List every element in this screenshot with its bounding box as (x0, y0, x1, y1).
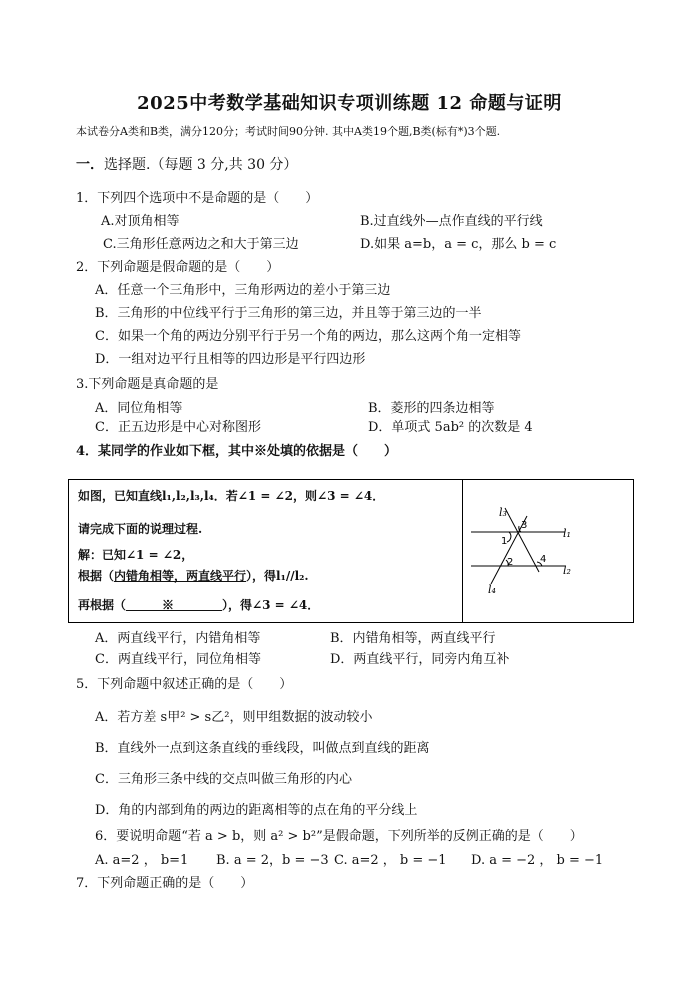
q5-option-c: C．三角形三条中线的交点叫做三角形的内心 (95, 772, 352, 787)
reason1-underlined: 内错角相等，两直线平行 (114, 569, 247, 583)
q3-option-b: B．菱形的四条边相等 (368, 401, 495, 416)
page-title: 2025中考数学基础知识专项训练题 12 命题与证明 (137, 93, 562, 114)
exam-info: 本试卷分A类和B类，满分120分；考试时间90分钟. 其中A类19个题,B类(标有*)3个题. (76, 125, 501, 138)
label-angle-1: 1 (501, 536, 508, 547)
label-l4: l₄ (488, 583, 496, 596)
label-l3: l₃ (499, 506, 507, 519)
reason2-prefix: 再根据（ (78, 598, 127, 612)
q1-option-d: D.如果 a=b，a = c，那么 b = c (360, 237, 557, 252)
label-angle-3: 3 (521, 520, 528, 531)
label-angle-2: 2 (507, 557, 514, 568)
section-number: 一． (76, 157, 104, 173)
q7-stem: 7．下列命题正确的是（ ） (76, 876, 254, 891)
q5-option-a: A．若方差 s甲² > s乙²，则甲组数据的波动较小 (95, 710, 373, 725)
q1-option-c: C.三角形任意两边之和大于第三边 (103, 237, 299, 252)
q1-option-a: A.对顶角相等 (101, 214, 180, 229)
q2-option-a: A．任意一个三角形中，三角形两边的差小于第三边 (95, 283, 391, 298)
q5-option-d: D．角的内部到角的两边的距离相等的点在角的平分线上 (95, 803, 418, 818)
q6-stem: 6．要说明命题“若 a > b，则 a² > b²”是假命题，下列所举的反例正确的是（ ） (95, 829, 583, 844)
q6-option-d: D. a = −2 ， b = −1 (471, 853, 604, 868)
q1-stem: 1．下列四个选项中不是命题的是（ ） (76, 191, 319, 206)
section-label: 选择题.（每题 3 分,共 30 分） (104, 157, 298, 173)
box-line-reason1 (78, 567, 309, 584)
q2-stem: 2．下列命题是假命题的是（ ） (76, 260, 280, 275)
q3-stem: 3.下列命题是真命题的是 (76, 377, 219, 392)
box-line-given: 如图，已知直线l₁,l₂,l₃,l₄．若∠1 = ∠2，则∠3 = ∠4． (78, 489, 385, 503)
q6-option-c: C. a=2 ， b = −1 (334, 853, 447, 868)
q6-option-a: A. a=2 ， b=1 (95, 853, 189, 868)
label-angle-4: 4 (540, 554, 547, 565)
q3-option-a: A．同位角相等 (95, 401, 183, 416)
parallel-lines-figure (463, 480, 631, 620)
reason2-blank: ※ (126, 598, 223, 612)
q2-option-d: D．一组对边平行且相等的四边形是平行四边形 (95, 352, 366, 367)
q6-option-b: B. a = 2，b = −3 (216, 853, 329, 868)
angle-1-arc (507, 532, 511, 542)
reason1-prefix: 根据（ (78, 569, 115, 583)
section-heading (76, 154, 297, 174)
label-l2: l₂ (563, 564, 571, 577)
box-line-solution: 解：已知∠1 = ∠2， (78, 548, 194, 562)
q1-option-b: B.过直线外—点作直线的平行线 (360, 214, 543, 229)
q4-option-b: B．内错角相等，两直线平行 (330, 631, 496, 646)
label-l1: l₁ (563, 527, 571, 540)
reason2-suffix: ），得∠3 = ∠4． (222, 598, 320, 612)
q5-stem: 5．下列命题中叙述正确的是（ ） (76, 677, 293, 692)
q4-option-c: C．两直线平行，同位角相等 (95, 652, 261, 667)
q4-option-d: D．两直线平行，同旁内角互补 (330, 652, 510, 667)
box-line-reason2 (78, 596, 319, 613)
reason1-suffix: ），得l₁//l₂. (246, 569, 309, 583)
q4-stem: 4．某同学的作业如下框，其中※处填的依据是（ ） (76, 444, 398, 459)
q3-option-d: D．单项式 5ab² 的次数是 4 (368, 420, 533, 435)
q2-option-c: C．如果一个角的两边分别平行于另一个角的两边，那么这两个角一定相等 (95, 329, 521, 344)
q3-option-c: C．正五边形是中心对称图形 (95, 420, 261, 435)
q2-option-b: B．三角形的中位线平行于三角形的第三边，并且等于第三边的一半 (95, 306, 482, 321)
box-line-instruction: 请完成下面的说理过程. (78, 522, 203, 536)
q5-option-b: B．直线外一点到这条直线的垂线段，叫做点到直线的距离 (95, 741, 430, 756)
q4-option-a: A．两直线平行，内错角相等 (95, 631, 261, 646)
